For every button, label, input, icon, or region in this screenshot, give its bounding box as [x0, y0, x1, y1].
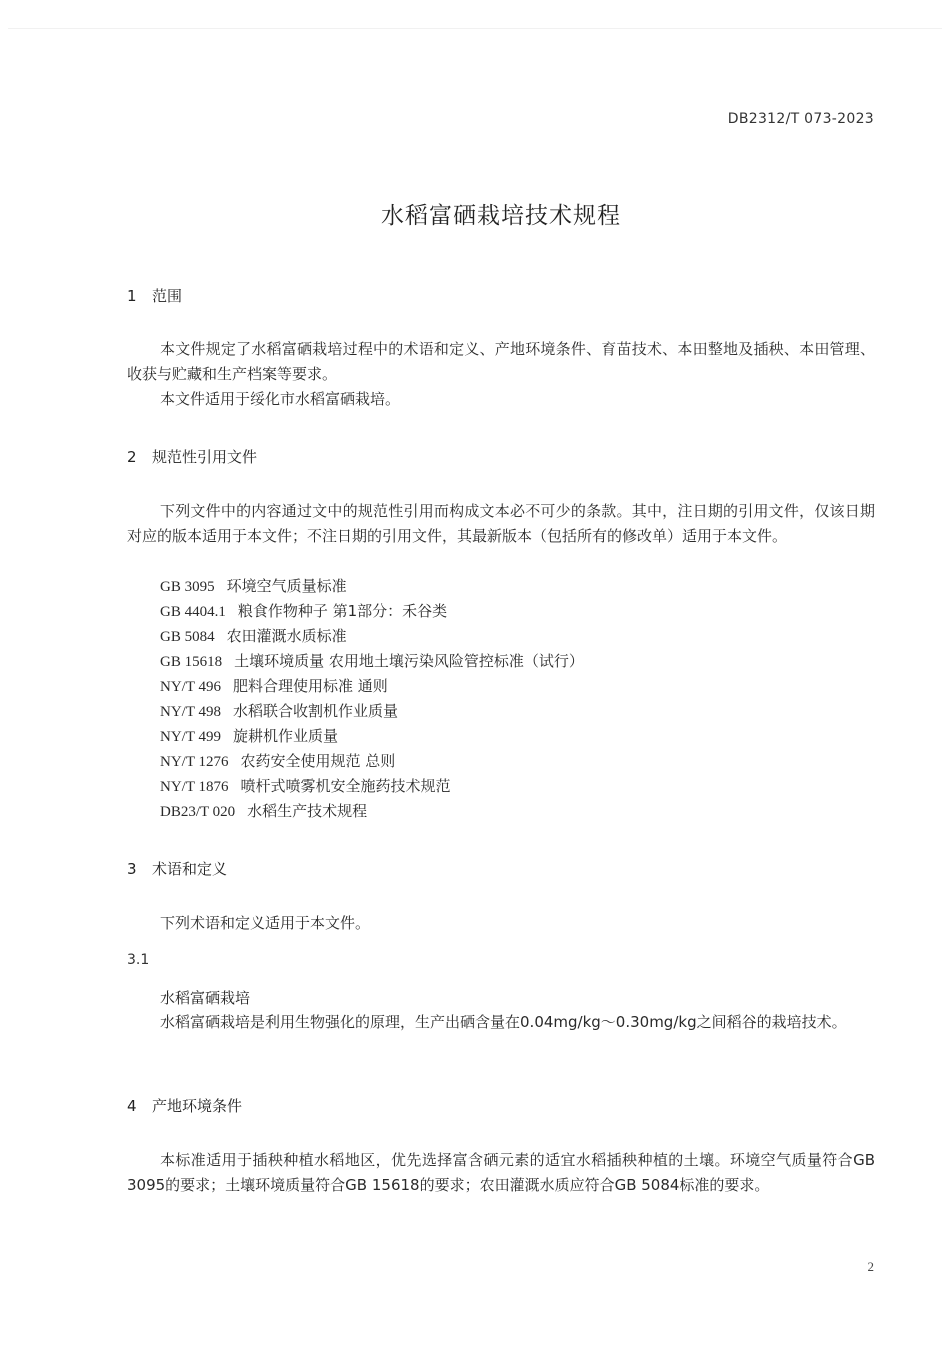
- reference-name: 环境空气质量标准: [226, 577, 347, 595]
- reference-name: 水稻联合收割机作业质量: [232, 702, 398, 720]
- references-intro-paragraph: 下列文件中的内容通过文中的规范性引用而构成文本必不可少的条款。其中，注日期的引用文件，仅该日期对应的版本适用于本文件；不注日期的引用文件，其最新版本（包括所有的修改单）适用于本文件。: [127, 502, 875, 545]
- reference-name: 肥料合理使用标准 通则: [232, 677, 388, 695]
- scan-edge-line: [8, 28, 942, 29]
- section-number: 1: [127, 287, 137, 305]
- reference-item: [160, 749, 584, 774]
- section-title: 产地环境条件: [152, 1097, 243, 1115]
- reference-list: [160, 574, 584, 824]
- reference-code: NY/T 498: [160, 704, 221, 720]
- term-definition: 水稻富硒栽培是利用生物强化的原理，生产出硒含量在0.04mg/kg～0.30mg/kg之间稻谷的栽培技术。: [160, 1013, 847, 1031]
- section-1-heading: [127, 285, 182, 306]
- section-4-heading: [127, 1095, 242, 1116]
- reference-code: NY/T 499: [160, 729, 221, 745]
- reference-code: NY/T 1876: [160, 779, 229, 795]
- environment-paragraph: 本标准适用于插秧种植水稻地区，优先选择富含硒元素的适宜水稻插秧种植的土壤。环境空气质量符合GB 3095的要求；土壤环境质量符合GB 15618的要求；农田灌溉水质应符合GB 5084标准的要求。: [127, 1151, 875, 1194]
- section-title: 规范性引用文件: [152, 448, 258, 466]
- section-number: 3: [127, 860, 137, 878]
- reference-name: 农药安全使用规范 总则: [240, 752, 396, 770]
- reference-name: 农田灌溉水质标准: [226, 627, 347, 645]
- reference-code: DB23/T 020: [160, 804, 236, 820]
- document-title: 水稻富硒栽培技术规程: [381, 203, 621, 229]
- reference-code: GB 15618: [160, 654, 223, 670]
- reference-item: [160, 774, 584, 799]
- reference-code: NY/T 1276: [160, 754, 229, 770]
- scope-paragraph: 本文件规定了水稻富硒栽培过程中的术语和定义、产地环境条件、育苗技术、本田整地及插秧、本田管理、收获与贮藏和生产档案等要求。: [127, 340, 875, 383]
- section-2-heading: [127, 446, 257, 467]
- reference-code: GB 5084: [160, 629, 215, 645]
- reference-name: 喷杆式喷雾机安全施药技术规范: [240, 777, 451, 795]
- reference-item: [160, 624, 584, 649]
- section-3-heading: [127, 858, 227, 879]
- reference-name: 土壤环境质量 农用地土壤污染风险管控标准（试行）: [234, 652, 584, 670]
- scope-applicability-paragraph: 本文件适用于绥化市水稻富硒栽培。: [160, 390, 401, 408]
- term-heading: 水稻富硒栽培: [160, 989, 251, 1007]
- reference-name: 旋耕机作业质量: [232, 727, 338, 745]
- terms-intro-paragraph: 下列术语和定义适用于本文件。: [160, 914, 371, 932]
- reference-item: [160, 699, 584, 724]
- reference-name: 粮食作物种子 第1部分：禾谷类: [237, 602, 448, 620]
- reference-name: 水稻生产技术规程: [247, 802, 368, 820]
- document-code: DB2312/T 073-2023: [727, 111, 874, 127]
- reference-item: [160, 574, 584, 599]
- section-title: 范围: [152, 287, 183, 305]
- reference-code: NY/T 496: [160, 679, 221, 695]
- reference-code: GB 3095: [160, 579, 215, 595]
- reference-item: [160, 799, 584, 824]
- reference-item: [160, 599, 584, 624]
- reference-item: [160, 674, 584, 699]
- reference-item: [160, 724, 584, 749]
- reference-item: [160, 649, 584, 674]
- subclause-number: 3.1: [127, 952, 150, 968]
- page-number: 2: [867, 1259, 874, 1274]
- section-title: 术语和定义: [152, 860, 228, 878]
- section-number: 4: [127, 1097, 137, 1115]
- reference-code: GB 4404.1: [160, 604, 226, 620]
- section-number: 2: [127, 448, 137, 466]
